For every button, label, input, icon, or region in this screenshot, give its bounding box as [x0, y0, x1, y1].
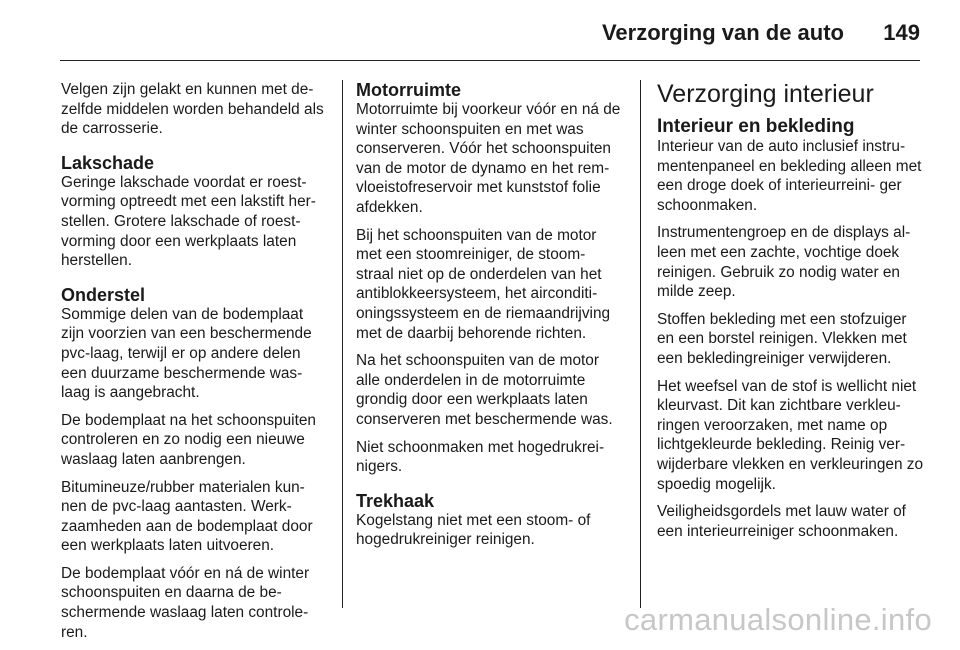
interieur-paragraph-3: Stoffen bekleding met een stofzuiger en een borstel reinigen. Vlekken met een bekledingreiniger verwijderen.	[657, 310, 907, 367]
onderstel-paragraph-2: De bodemplaat na het schoonspuiten controleren en zo nodig een nieuwe waslaag laten aanbrengen.	[61, 411, 316, 468]
motorruimte-paragraph-1: Motorruimte bij voorkeur vóór en ná de winter schoonspuiten en met was conserveren. Vóór het schoonspuiten van de motor de dynamo en het rem- vloeistofreservoir met kunststof folie afdekken.	[356, 101, 621, 216]
motorruimte-paragraph-2: Bij het schoonspuiten van de motor met een stoomreiniger, de stoom- straal niet op de onderdelen van het antiblokkeersysteem, het airconditi- oningssysteem en de riemaandrijving met de daarbij behorende richten.	[356, 226, 611, 342]
heading-motorruimte: Motorruimte	[356, 80, 461, 100]
section-title: Verzorging interieur	[657, 80, 874, 108]
subheading-interieur: Interieur en bekleding	[657, 116, 855, 137]
column-3	[657, 80, 925, 549]
lakschade-paragraph: Geringe lakschade voordat er roest- vorming optreedt met een lakstift her- stellen. Grotere lakschade of roest- vorming door een werkplaats laten herstellen.	[61, 173, 316, 270]
onderstel-paragraph-4: De bodemplaat vóór en ná de winter schoonspuiten en daarna de be- schermende waslaag laten controle- ren.	[61, 564, 310, 641]
page-title: Verzorging van de auto	[601, 20, 844, 45]
trekhaak-paragraph: Kogelstang niet met een stoom- of hogedrukreiniger reinigen.	[356, 511, 591, 549]
page-header	[60, 16, 920, 61]
column-divider-1	[342, 80, 343, 608]
column-divider-2	[640, 80, 641, 608]
watermark: carmanualsonline.info	[624, 602, 932, 637]
interieur-paragraph-5: Veiligheidsgordels met lauw water of een interieurreiniger schoonmaken.	[657, 503, 906, 540]
interieur-paragraph-1: Interieur van de auto inclusief instru- mentenpaneel en bekleding alleen met een droge doek of interieurreini- ger schoonmaken.	[657, 138, 922, 214]
heading-trekhaak: Trekhaak	[356, 490, 435, 511]
heading-onderstel: Onderstel	[61, 284, 146, 305]
heading-lakschade: Lakschade	[61, 152, 155, 173]
column-1	[61, 80, 329, 650]
motorruimte-paragraph-4: Niet schoonmaken met hogedrukrei- nigers.	[356, 438, 605, 476]
column-2	[356, 80, 624, 558]
onderstel-paragraph-1: Sommige delen van de bodemplaat zijn voorzien van een beschermende pvc-laag, terwijl er op andere delen een duurzame beschermende was- laag is aangebracht.	[61, 305, 312, 402]
page-number: 149	[883, 20, 920, 45]
interieur-paragraph-2: Instrumentengroep en de displays al- leen met een zachte, vochtige doek reinigen. Gebruik zo nodig water en milde zeep.	[657, 224, 911, 301]
onderstel-paragraph-3: Bitumineuze/rubber materialen kun- nen de pvc-laag aantasten. Werk- zaamheden aan de bodemplaat door een werkplaats laten uitvoeren.	[61, 478, 313, 555]
interieur-paragraph-4: Het weefsel van de stof is wellicht niet kleurvast. Dit kan zichtbare verkleu- ringen veroorzaken, met name op lichtgekleurde bekleding. Reinig ver- wijderbare vlekken en verkleuringen zo spoedig mogelijk.	[657, 377, 924, 493]
intro-paragraph: Velgen zijn gelakt en kunnen met de- zelfde middelen worden behandeld als de carrosserie.	[61, 81, 324, 138]
motorruimte-paragraph-3: Na het schoonspuiten van de motor alle onderdelen in de motorruimte grondig door een werkplaats laten conserveren met beschermende was.	[356, 352, 613, 428]
